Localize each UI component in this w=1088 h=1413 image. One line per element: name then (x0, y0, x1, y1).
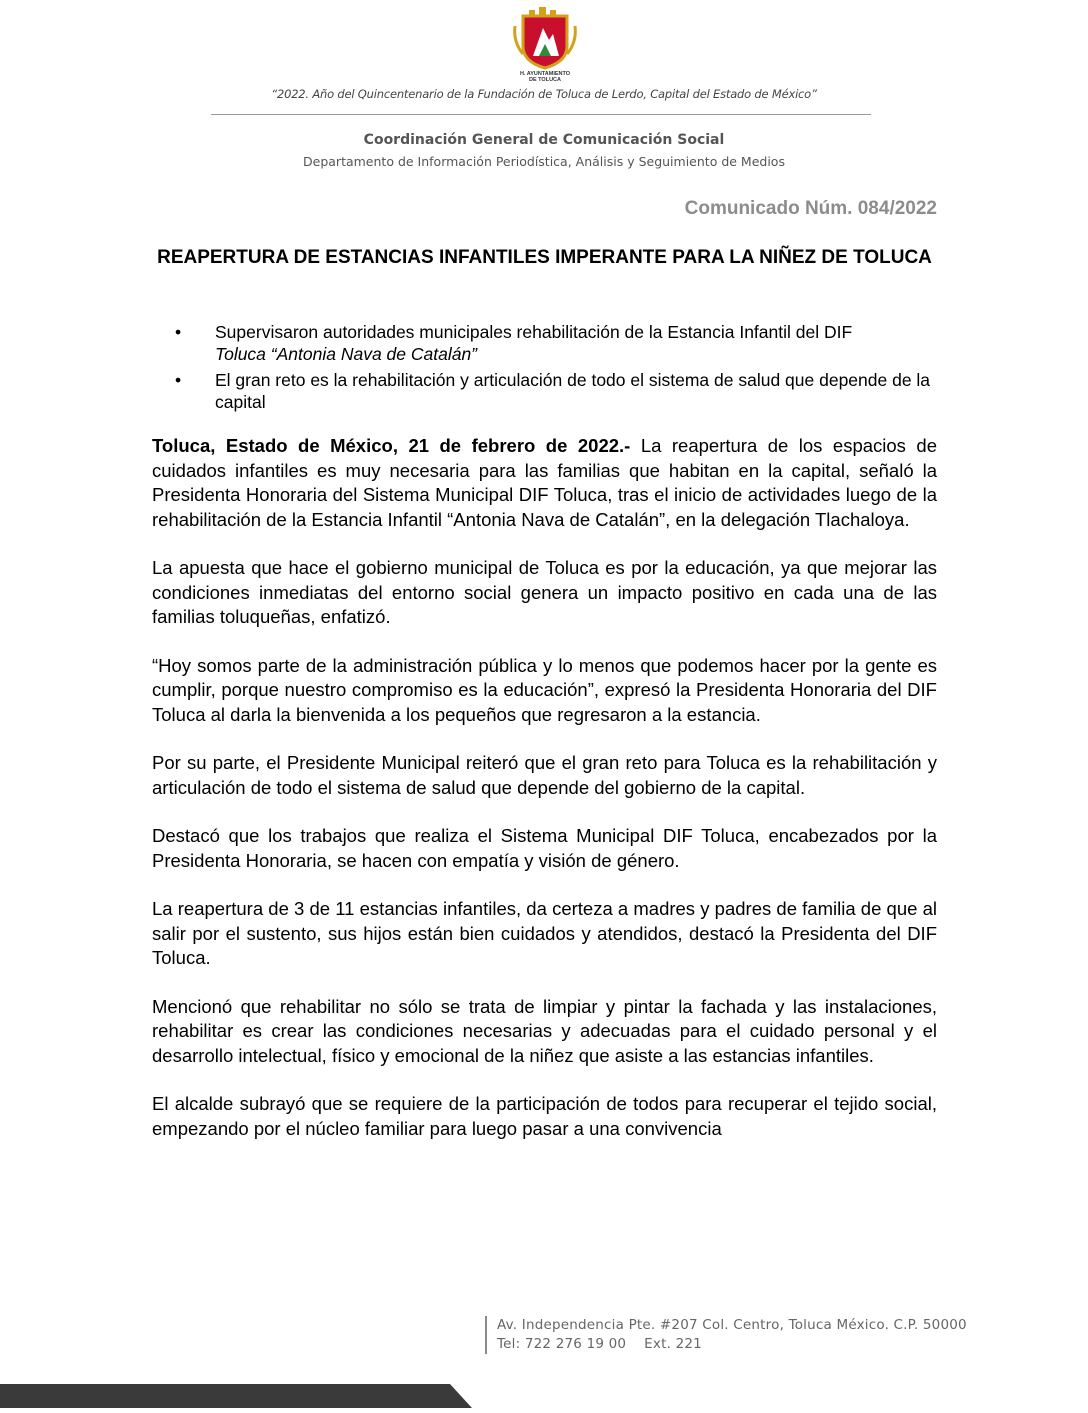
bullet-text-italic: Toluca “Antonia Nava de Catalán” (215, 344, 478, 364)
footer-contact (485, 1316, 967, 1354)
body-paragraph: El alcalde subrayó que se requiere de la participación de todos para recuperar el tejido social, empezando por el núcleo familiar para luego pasar a una convivencia (152, 1093, 937, 1139)
press-release-title: REAPERTURA DE ESTANCIAS INFANTILES IMPERANTE PARA LA NIÑEZ DE TOLUCA (157, 247, 932, 268)
body-paragraph: Mencionó que rehabilitar no sólo se trata de limpiar y pintar la fachada y las instalaciones, rehabilitar es crear las condiciones necesarias y adecuadas para el cuidado personal y el desarrollo intelectual, físico y emocional de la niñez que asiste a las estancias infantiles. (152, 995, 937, 1066)
summary-bullets (175, 321, 940, 417)
body-paragraph: La reapertura de 3 de 11 estancias infantiles, da certeza a madres y padres de familia de que al salir por el sustento, sus hijos están bien cuidados y atendidos, destacó la Presidenta del DIF Toluca. (152, 898, 937, 968)
bullet-text: El gran reto es la rehabilitación y articulación de todo el sistema de salud que depende de la capital (215, 370, 931, 412)
footer-phone: Tel: 722 276 19 00 Ext. 221 (497, 1336, 702, 1352)
bullet-icon: • (175, 370, 182, 390)
body-paragraph: Por su parte, el Presidente Municipal reiteró que el gran reto para Toluca es la rehabilitación y articulación de todo el sistema de salud que depende del gobierno de la capital. (152, 752, 937, 798)
logo-caption-line2: DE TOLUCA (529, 77, 561, 82)
footer-bar (0, 1384, 1088, 1408)
bullet-item (175, 321, 940, 365)
logo-caption-line1: H. AYUNTAMIENTO (519, 71, 571, 77)
paragraph-text: La reapertura de los espacios de cuidados infantiles es muy necesaria para las familias que habitan en la capital, señaló la Presidenta Honoraria del Sistema Municipal DIF Toluca, tras el inicio de actividades luego de la rehabilitación de la Estancia Infantil “Antonia Nava de Catalán”, en la delegación Tlachaloya. (152, 435, 937, 530)
article-body (152, 434, 937, 1165)
body-paragraph: Destacó que los trabajos que realiza el Sistema Municipal DIF Toluca, encabezados por la Presidenta Honoraria, se hacen con empatía y visión de género. (152, 825, 937, 871)
body-paragraph (152, 434, 937, 532)
bullet-item (175, 369, 940, 413)
bullet-text: Supervisaron autoridades municipales rehabilitación de la Estancia Infantil del DIF (215, 322, 853, 342)
dateline: Toluca, Estado de México, 21 de febrero de 2022.- (152, 435, 631, 456)
header-divider (211, 114, 871, 115)
coordination-heading: Coordinación General de Comunicación Social (363, 132, 725, 148)
bullet-icon: • (175, 322, 182, 342)
body-paragraph: La apuesta que hace el gobierno municipal de Toluca es por la educación, ya que mejorar las condiciones inmediatas del entorno social genera un impacto positivo en cada una de las familias toluqueñas, enfatizó. (152, 557, 937, 627)
toluca-coat-of-arms-logo (509, 6, 581, 82)
year-motto: “2022. Año del Quincentenario de la Fundación de Toluca de Lerdo, Capital del Estado de México” (271, 87, 817, 101)
body-paragraph: “Hoy somos parte de la administración pública y lo menos que podemos hacer por la gente es cumplir, porque nuestro compromiso es la educación”, expresó la Presidenta Honoraria del DIF Toluca al darla la bienvenida a los pequeños que regresaron a la estancia. (152, 654, 937, 725)
communique-number: Comunicado Núm. 084/2022 (684, 198, 937, 219)
department-subheading: Departamento de Información Periodística, Análisis y Seguimiento de Medios (303, 154, 785, 169)
footer-address: Av. Independencia Pte. #207 Col. Centro, Toluca México. C.P. 50000 (497, 1317, 967, 1333)
